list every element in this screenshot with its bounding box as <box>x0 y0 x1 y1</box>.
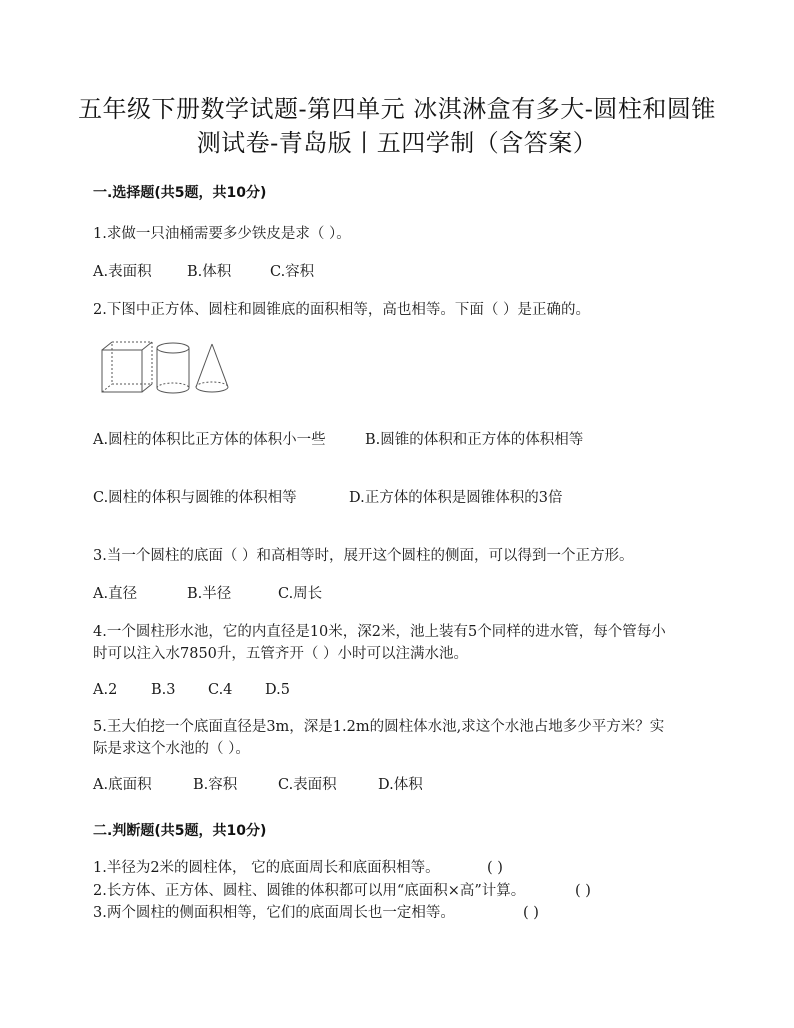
question-4-text-line2: 时可以注入水7850升，五管齐开（ ）小时可以注满水池。 <box>93 646 469 662</box>
question-2-text: 2.下图中正方体、圆柱和圆锥底的面积相等，高也相等。下面（ ）是正确的。 <box>93 302 590 318</box>
question-5-option-c[interactable]: C.表面积 <box>278 777 337 793</box>
question-3-option-c[interactable]: C.周长 <box>278 586 323 602</box>
cylinder-icon <box>157 343 189 393</box>
question-5-option-a[interactable]: A.底面积 <box>93 777 152 793</box>
cube-icon <box>102 342 152 392</box>
question-5-text-line1: 5.王大伯挖一个底面直径是3m，深是1.2m的圆柱体水池,求这个水池占地多少平方米？实 <box>93 719 665 735</box>
question-1-option-b[interactable]: B.体积 <box>187 264 232 280</box>
question-4-option-b[interactable]: B.3 <box>151 682 176 698</box>
section-heading-judgement: 二.判断题(共5题，共10分) <box>93 823 267 839</box>
question-4-text-line1: 4.一个圆柱形水池，它的内直径是10米，深2米，池上装有5个同样的进水管，每个管每小 <box>93 624 666 640</box>
question-5-option-d[interactable]: D.体积 <box>378 777 423 793</box>
question-5-option-b[interactable]: B.容积 <box>193 777 238 793</box>
question-4-option-c[interactable]: C.4 <box>208 682 233 698</box>
question-1-option-c[interactable]: C.容积 <box>270 264 315 280</box>
judge-item-1: 1.半径为2米的圆柱体， 它的底面周长和底面积相等。 <box>93 860 440 876</box>
question-3-option-b[interactable]: B.半径 <box>187 586 232 602</box>
question-5-text-line2: 际是求这个水池的（ ）。 <box>93 741 250 757</box>
question-4-option-d[interactable]: D.5 <box>265 682 290 698</box>
question-3-option-a[interactable]: A.直径 <box>93 586 138 602</box>
judge-item-3: 3.两个圆柱的侧面积相等，它们的底面周长也一定相等。 <box>93 905 455 921</box>
judge-item-3-answer-blank[interactable]: ( ) <box>523 905 539 921</box>
judge-item-2: 2.长方体、正方体、圆柱、圆锥的体积都可以用“底面积×高”计算。 <box>93 883 526 899</box>
question-4-option-a[interactable]: A.2 <box>93 682 118 698</box>
page-title-line2: 测试卷-青岛版丨五四学制（含答案） <box>196 129 598 157</box>
page-title-line1: 五年级下册数学试题-第四单元 冰淇淋盒有多大-圆柱和圆锥 <box>78 95 716 123</box>
question-2-option-a[interactable]: A.圆柱的体积比正方体的体积小一些 <box>93 432 326 448</box>
section-heading-choice: 一.选择题(共5题，共10分) <box>93 185 267 201</box>
question-2-option-d[interactable]: D.正方体的体积是圆锥体积的3倍 <box>349 490 563 506</box>
cube-cylinder-cone-figure <box>100 340 240 395</box>
question-1-text: 1.求做一只油桶需要多少铁皮是求（ ）。 <box>93 226 351 242</box>
question-2-option-b[interactable]: B.圆锥的体积和正方体的体积相等 <box>365 432 584 448</box>
judge-item-1-answer-blank[interactable]: ( ) <box>487 860 503 876</box>
judge-item-2-answer-blank[interactable]: ( ) <box>575 883 591 899</box>
cone-icon <box>196 344 228 392</box>
question-2-option-c[interactable]: C.圆柱的体积与圆锥的体积相等 <box>93 490 297 506</box>
question-1-option-a[interactable]: A.表面积 <box>93 264 152 280</box>
question-3-text: 3.当一个圆柱的底面（ ）和高相等时，展开这个圆柱的侧面，可以得到一个正方形。 <box>93 548 634 564</box>
